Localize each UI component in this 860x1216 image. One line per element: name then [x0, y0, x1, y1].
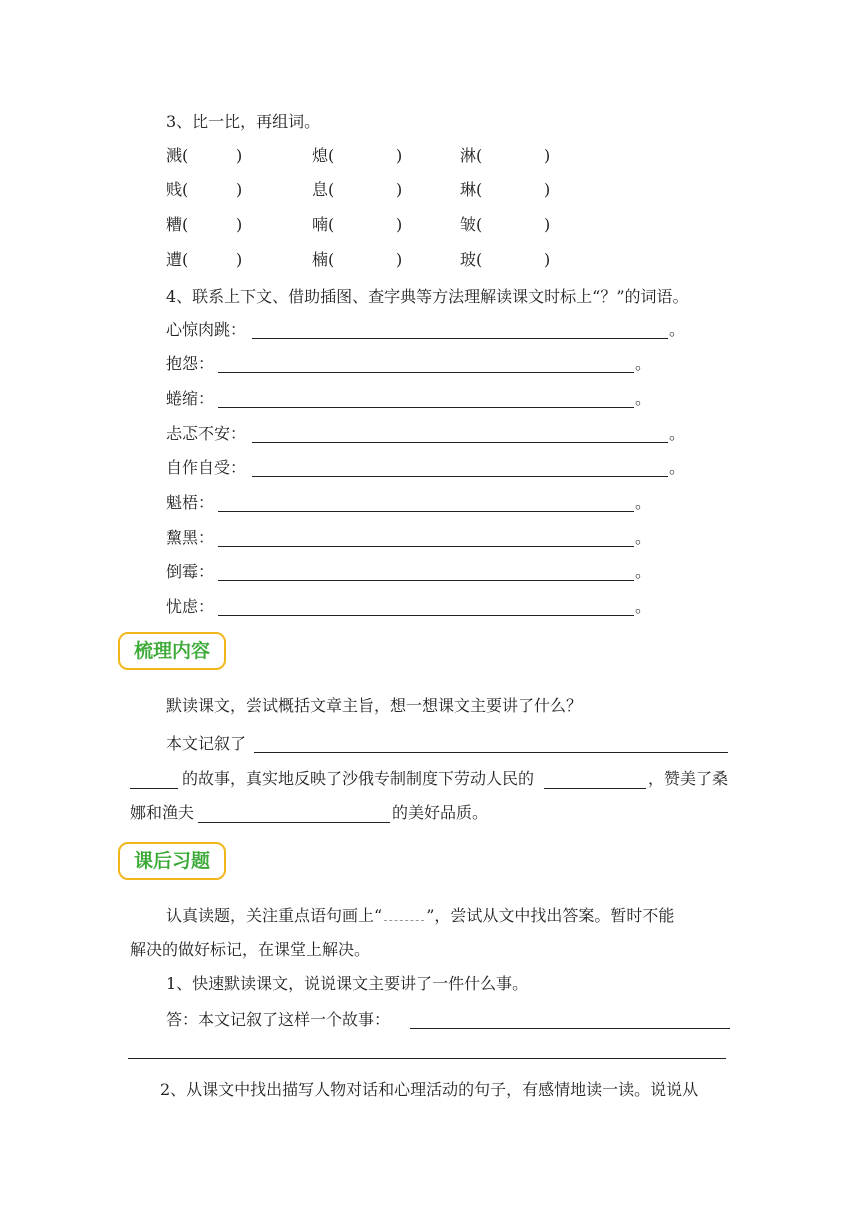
q4-period: 。 — [635, 597, 652, 616]
q4-period: 。 — [635, 389, 652, 408]
q4-answer-blank[interactable] — [218, 615, 634, 616]
summary-prompt: 默读课文，尝试概括文章主旨，想一想课文主要讲了什么？ — [166, 696, 583, 715]
summary-blank-1[interactable] — [254, 752, 728, 753]
q3-answer-blank[interactable] — [484, 180, 538, 200]
q3-open-paren: ( — [182, 146, 189, 165]
q3-close-paren: ) — [396, 250, 403, 269]
q3-char: 熄 — [312, 146, 329, 165]
summary-line-3b: 的美好品质。 — [392, 803, 489, 822]
q4-period: 。 — [669, 424, 686, 443]
exercise-q2: 2、从课文中找出描写人物对话和心理活动的句子，有感情地读一读。说说从 — [160, 1080, 699, 1099]
q3-char: 淋 — [460, 146, 477, 165]
q4-period: 。 — [669, 320, 686, 339]
q3-char: 糟 — [166, 215, 183, 234]
q4-answer-blank[interactable] — [218, 511, 634, 512]
q3-answer-blank[interactable] — [190, 146, 230, 166]
q4-word-label: 心惊肉跳： — [166, 320, 247, 339]
q3-open-paren: ( — [182, 215, 189, 234]
summary-blank-2[interactable] — [130, 788, 178, 789]
q3-cell — [460, 215, 482, 235]
q3-close-paren: ) — [544, 215, 551, 234]
q3-answer-blank[interactable] — [336, 146, 390, 166]
q3-cell — [460, 250, 482, 270]
summary-blank-3[interactable] — [544, 788, 646, 789]
summary-line-3a: 娜和渔夫 — [130, 803, 195, 822]
q3-open-paren: ( — [328, 180, 335, 199]
exercise-q1-blank-2[interactable] — [128, 1058, 726, 1059]
q4-word-label: 魁梧： — [166, 493, 215, 512]
q3-cell — [312, 146, 334, 166]
q3-open-paren: ( — [476, 215, 483, 234]
q3-char: 息 — [312, 180, 329, 199]
exercise-intro-line-2: 解决的做好标记，在课堂上解决。 — [130, 940, 371, 959]
q3-char: 皱 — [460, 215, 477, 234]
q3-close-paren: ) — [544, 180, 551, 199]
q4-period: 。 — [669, 458, 686, 477]
q4-word-label: 自作自受： — [166, 458, 247, 477]
q3-close-paren: ) — [544, 250, 551, 269]
q3-char: 琳 — [460, 180, 477, 199]
q3-cell — [460, 146, 482, 166]
q3-close-paren: ) — [396, 180, 403, 199]
q3-close-paren: ) — [236, 180, 243, 199]
q3-answer-blank[interactable] — [190, 180, 230, 200]
q3-char: 玻 — [460, 250, 477, 269]
section-badge-exercises: 课后习题 — [118, 842, 226, 880]
q3-open-paren: ( — [182, 180, 189, 199]
exercise-q1: 1、快速默读课文，说说课文主要讲了一件什么事。 — [166, 974, 529, 993]
q4-period: 。 — [635, 493, 652, 512]
summary-blank-4[interactable] — [198, 822, 390, 823]
q4-answer-blank[interactable] — [252, 476, 668, 477]
q3-open-paren: ( — [328, 215, 335, 234]
q3-answer-blank[interactable] — [336, 180, 390, 200]
q4-answer-blank[interactable] — [218, 546, 634, 547]
exercise-intro-line-1 — [166, 906, 674, 926]
q4-word-label: 黧黑： — [166, 528, 215, 547]
section-badge-summary: 梳理内容 — [118, 632, 226, 670]
q3-close-paren: ) — [544, 146, 551, 165]
q3-cell — [166, 180, 188, 200]
q3-close-paren: ) — [396, 215, 403, 234]
q3-char: 楠 — [312, 250, 329, 269]
q4-answer-blank[interactable] — [252, 442, 668, 443]
q3-answer-blank[interactable] — [484, 215, 538, 235]
q3-title: 3、比一比，再组词。 — [166, 112, 321, 131]
q4-period: 。 — [635, 562, 652, 581]
q4-answer-blank[interactable] — [218, 580, 634, 581]
q3-open-paren: ( — [476, 180, 483, 199]
summary-line-2a: 的故事，真实地反映了沙俄专制制度下劳动人民的 — [182, 769, 535, 788]
q3-open-paren: ( — [328, 250, 335, 269]
q3-answer-blank[interactable] — [336, 215, 390, 235]
dashed-underline-mark — [384, 906, 424, 921]
q4-period: 。 — [635, 354, 652, 373]
q3-answer-blank[interactable] — [484, 146, 538, 166]
summary-line-2b: ，赞美了桑 — [648, 769, 729, 788]
q3-close-paren: ) — [236, 250, 243, 269]
q3-cell — [166, 215, 188, 235]
q3-answer-blank[interactable] — [484, 250, 538, 270]
q4-answer-blank[interactable] — [218, 372, 634, 373]
q3-answer-blank[interactable] — [190, 250, 230, 270]
q3-char: 溅 — [166, 146, 183, 165]
q3-close-paren: ) — [236, 146, 243, 165]
q3-cell — [460, 180, 482, 200]
q3-cell — [312, 180, 334, 200]
q4-word-label: 倒霉： — [166, 562, 215, 581]
q4-answer-blank[interactable] — [252, 338, 668, 339]
q4-title: 4、联系上下文、借助插图、查字典等方法理解读课文时标上“？”的词语。 — [166, 287, 689, 306]
q3-close-paren: ) — [236, 215, 243, 234]
q3-open-paren: ( — [476, 250, 483, 269]
exercise-q1-blank-1[interactable] — [410, 1028, 730, 1029]
q3-open-paren: ( — [182, 250, 189, 269]
q3-char: 喃 — [312, 215, 329, 234]
q3-cell — [312, 215, 334, 235]
exercise-intro-1b: ”，尝试从文中找出答案。暂时不能 — [426, 906, 675, 925]
q4-word-label: 忐忑不安： — [166, 424, 247, 443]
q3-cell — [166, 250, 188, 270]
q3-close-paren: ) — [396, 146, 403, 165]
summary-line-1-text: 本文记叙了 — [166, 734, 247, 753]
q4-word-label: 抱怨： — [166, 354, 215, 373]
q4-answer-blank[interactable] — [218, 407, 634, 408]
q3-open-paren: ( — [476, 146, 483, 165]
exercise-q1-answer-label: 答：本文记叙了这样一个故事： — [166, 1010, 391, 1029]
exercise-intro-1a: 认真读题，关注重点语句画上“ — [166, 906, 383, 925]
q3-answer-blank[interactable] — [336, 250, 390, 270]
q4-word-label: 忧虑： — [166, 597, 215, 616]
q3-answer-blank[interactable] — [190, 215, 230, 235]
q3-cell — [312, 250, 334, 270]
q3-char: 遭 — [166, 250, 183, 269]
q3-char: 贱 — [166, 180, 183, 199]
q4-word-label: 蜷缩： — [166, 389, 215, 408]
summary-line-1 — [166, 734, 246, 754]
q4-period: 。 — [635, 528, 652, 547]
q3-cell — [166, 146, 188, 166]
q3-open-paren: ( — [328, 146, 335, 165]
